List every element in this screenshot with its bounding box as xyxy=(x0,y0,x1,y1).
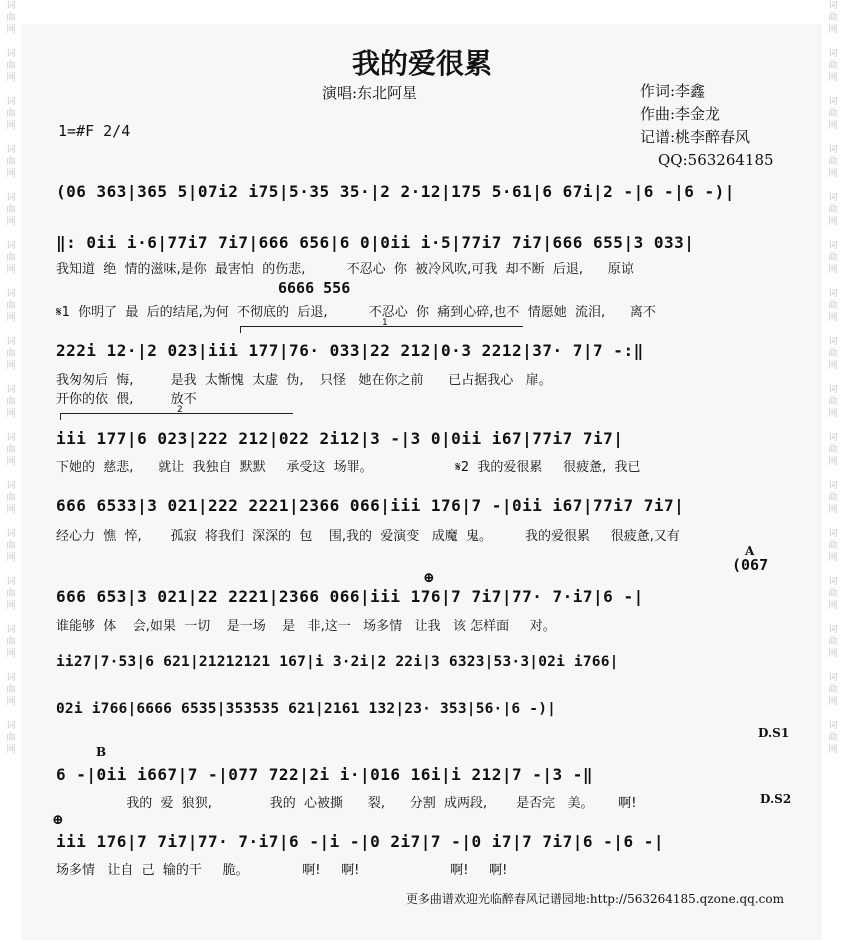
lyric-line: 我的 爱 狼狈, 我的 心被撕 裂, 分割 成两段, 是否完 美。 啊! xyxy=(56,796,637,811)
lyric-line: 我匆匆后 悔, 是我 太惭愧 太虚 伪, 只怪 她在你之前 已占据我心 扉。 xyxy=(56,373,552,388)
footer-link-text: 更多曲谱欢迎光临醉春风记谱园地:http://563264185.qzone.qq.com xyxy=(405,892,784,906)
ds2-marker: D.S2 xyxy=(760,792,792,806)
credits-block xyxy=(640,80,774,172)
notation-row: iii 177|6 023|222 212|022 2i12|3 -|3 0|0ii i67|77i7 7i7| xyxy=(56,429,804,448)
lyric-line: 场多情 让自 己 输的干 脆。 啊! 啊! 啊! 啊! xyxy=(56,863,508,878)
transcriber-credit: 记谱:桃李醉春风 xyxy=(640,128,751,146)
lyric-line: 𝄋1 你明了 最 后的结尾,为何 不彻底的 后退, 不忍心 你 痛到心碎,也不 情愿她 流泪, 离不 xyxy=(56,305,656,320)
intro-marker: (067 xyxy=(732,556,769,574)
key-signature: 1=#F 2/4 xyxy=(58,122,131,140)
notation-row: 666 6533|3 021|222 2221|2366 066|iii 176|7 -|0ii i67|77i7 7i7| xyxy=(56,496,804,515)
ds1-marker: D.S1 xyxy=(758,726,790,740)
composer-credit: 作曲:李金龙 xyxy=(640,105,721,123)
lyric-line: 谁能够 体 会,如果 一切 是一场 是 非,这一 场多情 让我 该 怎样面 对。 xyxy=(56,619,556,634)
section-marker: B xyxy=(96,745,107,759)
lyric-line: 我知道 绝 情的滋味,是你 最害怕 的伤悲, 不忍心 你 被冷风吹,可我 却不断 后退, 原谅 xyxy=(56,262,634,277)
volta-bracket xyxy=(240,318,523,333)
singer-credit: 演唱:东北阿星 xyxy=(322,84,418,102)
left-watermark: 词 曲 网 词 曲 网 词 曲 网 词 曲 网 词 曲 网 词 曲 网 词 曲 网 词 曲 网 词 曲 网 词 曲 网 词 曲 网 词 曲 网 词 曲 网 词 曲 网 词 曲 网 词 曲 网 xyxy=(6,1,16,755)
notation-row: ii27|7·53|6 621|21212121 167|i 3·2i|2 22i|3 6323|53·3|02i i766| xyxy=(56,654,804,670)
right-watermark: 词 曲 网 词 曲 网 词 曲 网 词 曲 网 词 曲 网 词 曲 网 词 曲 网 词 曲 网 词 曲 网 词 曲 网 词 曲 网 词 曲 网 词 曲 网 词 曲 网 词 曲 网 词 曲 网 xyxy=(828,1,838,755)
coda-marker: ⊕ xyxy=(423,570,435,586)
volta-label: 1 xyxy=(382,318,388,328)
coda-marker: ⊕ xyxy=(52,812,64,828)
alt-phrase: 6666 556 xyxy=(278,279,351,297)
qq-credit: QQ:563264185 xyxy=(658,151,774,169)
notation-row: 02i i766|6666 6535|353535 621|2161 132|23· 353|56·|6 -)| xyxy=(56,701,804,717)
notation-row: (06 363|365 5|07i2 i75|5·35 35·|2 2·12|175 5·61|6 67i|2 -|6 -|6 -)| xyxy=(56,182,804,201)
lyric-line: 经心力 憔 悴, 孤寂 将我们 深深的 包 围,我的 爱演变 成魔 鬼。 我的爱很累 很疲惫,又有 xyxy=(56,529,680,544)
section-marker: A xyxy=(745,544,755,558)
volta-bracket xyxy=(60,405,293,420)
lyric-line: 下她的 慈悲, 就让 我独自 默默 承受这 场罪。 𝄋2 我的爱很累 很疲惫, 我已 xyxy=(56,460,641,475)
volta-label: 2 xyxy=(177,405,183,415)
notation-row: ‖: 0ii i·6|77i7 7i7|666 656|6 0|0ii i·5|77i7 7i7|666 655|3 033| xyxy=(56,233,804,252)
notation-row: 666 653|3 021|22 2221|2366 066|iii 176|7 7i7|77· 7·i7|6 -| xyxy=(56,587,804,606)
lyricist-credit: 作词:李鑫 xyxy=(640,82,706,100)
notation-row: iii 176|7 7i7|77· 7·i7|6 -|i -|0 2i7|7 -|0 i7|7 7i7|6 -|6 -| xyxy=(56,832,804,851)
song-title: 我的爱很累 xyxy=(351,47,492,80)
notation-row: 6 -|0ii i667|7 -|077 722|2i i·|016 16i|i 212|7 -|3 -‖ xyxy=(56,765,804,784)
lyric-line: 开你的依 偎, 放不 xyxy=(56,392,197,407)
notation-row: 222i 12·|2 023|iii 177|76· 033|22 212|0·3 2212|37· 7|7 -:‖ xyxy=(56,341,804,360)
